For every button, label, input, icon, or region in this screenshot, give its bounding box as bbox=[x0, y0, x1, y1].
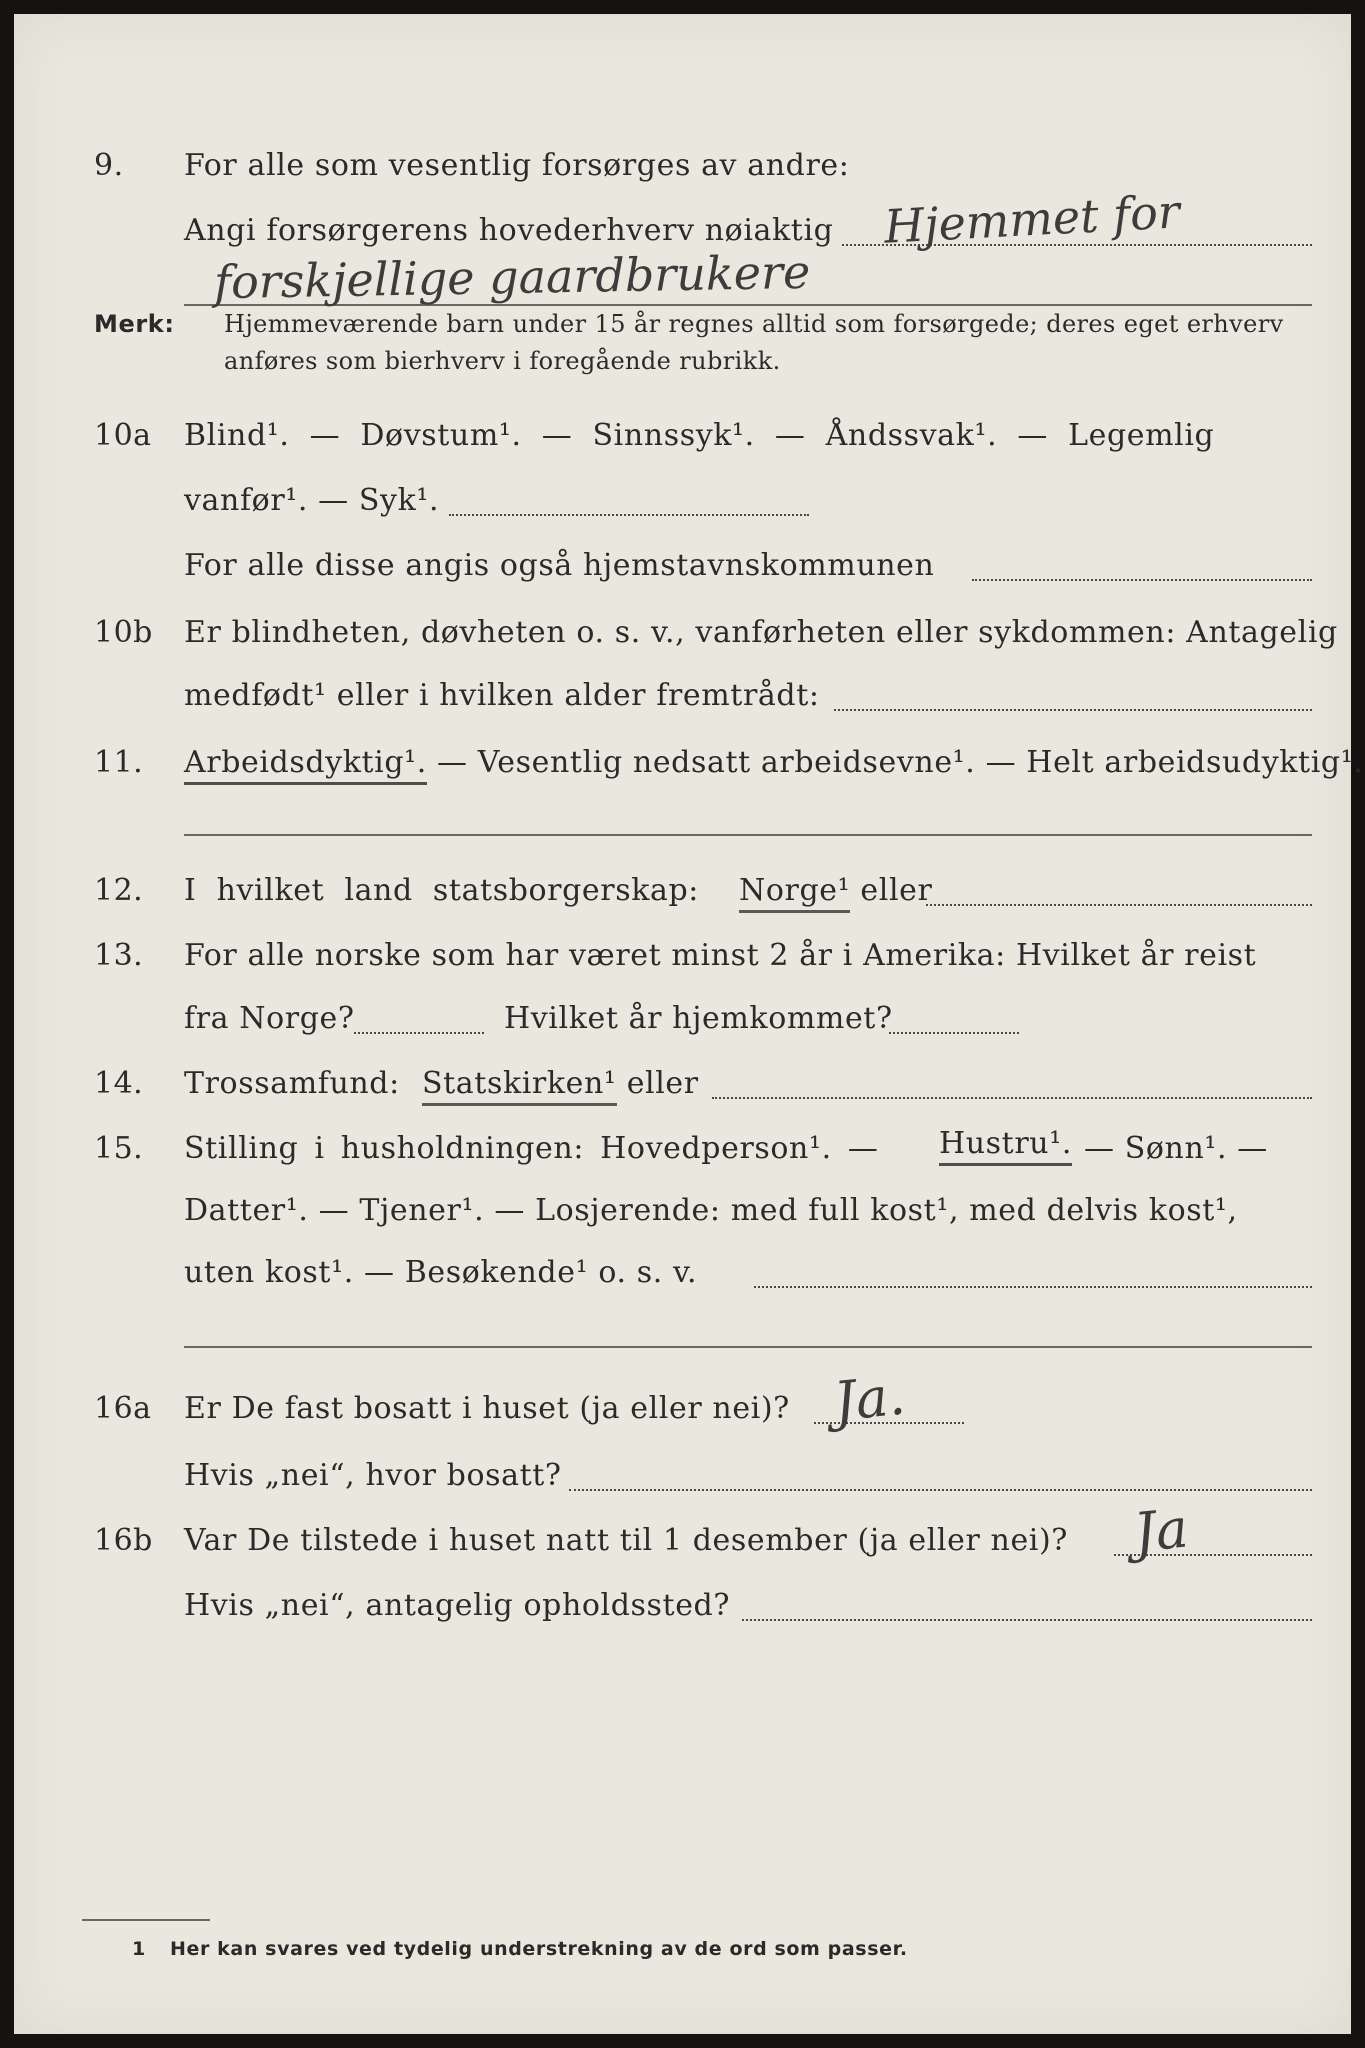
q14-statskirken: Statskirken¹ bbox=[422, 1066, 617, 1106]
q16a-residence-line bbox=[569, 1489, 1312, 1491]
q10b-number: 10b bbox=[94, 615, 153, 650]
q12-line bbox=[14, 854, 1351, 914]
footnote-mark: 1 bbox=[132, 1938, 146, 1960]
q13-line2 bbox=[14, 982, 1351, 1042]
q14-line bbox=[14, 1047, 1351, 1107]
q15-line4 bbox=[14, 1296, 1351, 1356]
q16a-text-line1: Er De fast bosatt i huset (ja eller nei)? bbox=[184, 1391, 790, 1426]
q13-return-year-line bbox=[889, 1032, 1019, 1034]
q10a-line3 bbox=[14, 529, 1351, 589]
q14-underlined-option bbox=[422, 1066, 699, 1101]
q9-text-line1: For alle som vesentlig forsørges av andre: bbox=[184, 148, 850, 183]
q10a-text-line2: vanfør¹. — Syk¹. bbox=[184, 483, 440, 518]
q10b-text-line2: medfødt¹ eller i hvilken alder fremtrådt: bbox=[184, 678, 820, 713]
q15-number: 15. bbox=[94, 1131, 144, 1166]
q11-line2 bbox=[14, 784, 1351, 844]
q10a-municipality-answer-line bbox=[972, 579, 1312, 581]
q11-rest: — Vesentlig nedsatt arbeidsevne¹. — Helt arbeidsudyktig¹. bbox=[437, 745, 1364, 780]
q15-line1 bbox=[14, 1112, 1351, 1172]
q15-text-line1a: Stilling i husholdningen: Hovedperson¹. — bbox=[184, 1131, 879, 1166]
q14-number: 14. bbox=[94, 1066, 144, 1101]
q13-line1 bbox=[14, 919, 1351, 979]
q10a-sick-answer-line bbox=[449, 514, 809, 516]
footnote-separator bbox=[82, 1919, 210, 1921]
q10a-line2 bbox=[14, 464, 1351, 524]
q14-answer-line bbox=[712, 1097, 1312, 1099]
q14-text-before: Trossamfund: bbox=[184, 1066, 400, 1101]
footnote bbox=[14, 1926, 1351, 1966]
q9-number: 9. bbox=[94, 148, 124, 183]
q10a-text-line1: Blind¹. — Døvstum¹. — Sinnssyk¹. — Åndssvak¹. — Legemlig bbox=[184, 418, 1215, 453]
q15-text-line2: Datter¹. — Tjener¹. — Losjerende: med full kost¹, med delvis kost¹, bbox=[184, 1193, 1238, 1228]
q10a-number: 10a bbox=[94, 418, 152, 453]
merk-line2 bbox=[14, 341, 1351, 381]
q10b-answer-line bbox=[834, 709, 1312, 711]
q9-line2 bbox=[14, 184, 1351, 254]
q16a-text-line2: Hvis „nei“, hvor bosatt? bbox=[184, 1458, 562, 1493]
q9-text-line2: Angi forsørgerens hovederhverv nøiaktig bbox=[184, 213, 834, 248]
q11-line1 bbox=[14, 726, 1364, 786]
q10a-text-line3: For alle disse angis også hjemstavnskommunen bbox=[184, 548, 935, 583]
footnote-text: Her kan svares ved tydelig understrekning av de ord som passer. bbox=[170, 1938, 908, 1960]
q16b-line2 bbox=[14, 1569, 1351, 1629]
q9-handwritten-answer-1: Hjemmet for bbox=[882, 184, 1182, 254]
q16b-line1 bbox=[14, 1496, 1351, 1565]
q13-number: 13. bbox=[94, 938, 144, 973]
q11-text bbox=[184, 745, 1363, 780]
q9-line3 bbox=[14, 244, 1351, 312]
q13-text-line2a: fra Norge? bbox=[184, 1001, 355, 1036]
q16b-handwritten-answer: Ja bbox=[1130, 1496, 1191, 1565]
q15-text-line1b: — Sønn¹. — bbox=[1084, 1131, 1268, 1166]
q15-line3 bbox=[14, 1236, 1351, 1296]
q10a-line1 bbox=[14, 399, 1351, 459]
q11-underlined-option: Arbeidsdyktig¹. bbox=[184, 745, 427, 785]
q16b-text-line2: Hvis „nei“, antagelig opholdssted? bbox=[184, 1588, 731, 1623]
q16b-stay-line bbox=[742, 1619, 1312, 1621]
q12-after: eller bbox=[860, 873, 933, 908]
q16a-line1 bbox=[14, 1363, 1351, 1434]
merk-line1 bbox=[14, 304, 1351, 344]
q16b-text-line1: Var De tilstede i huset natt til 1 desember (ja eller nei)? bbox=[184, 1523, 1068, 1558]
merk-label: Merk: bbox=[94, 310, 175, 338]
q12-text-before: I hvilket land statsborgerskap: bbox=[184, 873, 699, 908]
q15-answer-line-2 bbox=[184, 1346, 1312, 1348]
q12-answer-line bbox=[926, 904, 1312, 906]
q13-text-line2b: Hvilket år hjemkommet? bbox=[504, 1001, 893, 1036]
q11-answer-line bbox=[184, 834, 1312, 836]
q14-after: eller bbox=[626, 1066, 699, 1101]
q9-handwritten-answer-2: forskjellige gaardbrukere bbox=[213, 244, 811, 310]
q15-text-line3: uten kost¹. — Besøkende¹ o. s. v. bbox=[184, 1255, 698, 1290]
merk-text-line1: Hjemmeværende barn under 15 år regnes alltid som forsørgede; deres eget erhverv bbox=[224, 310, 1284, 338]
q15-answer-line bbox=[754, 1286, 1312, 1288]
q10b-text-line1: Er blindheten, døvheten o. s. v., vanførheten eller sykdommen: Antagelig bbox=[184, 615, 1338, 650]
q15-line2 bbox=[14, 1174, 1351, 1234]
q9-line1 bbox=[14, 129, 1351, 189]
q11-number: 11. bbox=[94, 745, 144, 780]
census-form-page bbox=[14, 14, 1364, 2034]
merk-text-line2: anføres som bierhverv i foregående rubrikk. bbox=[224, 347, 781, 375]
q16a-handwritten-answer: Ja. bbox=[830, 1363, 909, 1434]
q16b-number: 16b bbox=[94, 1523, 153, 1558]
q13-left-year-line bbox=[354, 1032, 484, 1034]
q16a-number: 16a bbox=[94, 1391, 152, 1426]
q16a-line2 bbox=[14, 1439, 1351, 1499]
q10b-line1 bbox=[14, 596, 1351, 656]
q12-number: 12. bbox=[94, 873, 144, 908]
q12-norge: Norge¹ bbox=[739, 873, 850, 913]
q15-underlined-option: Hustru¹. bbox=[939, 1126, 1072, 1166]
q10b-line2 bbox=[14, 659, 1351, 719]
q12-underlined-option bbox=[739, 873, 932, 908]
q13-text-line1: For alle norske som har været minst 2 år i Amerika: Hvilket år reist bbox=[184, 938, 1257, 973]
